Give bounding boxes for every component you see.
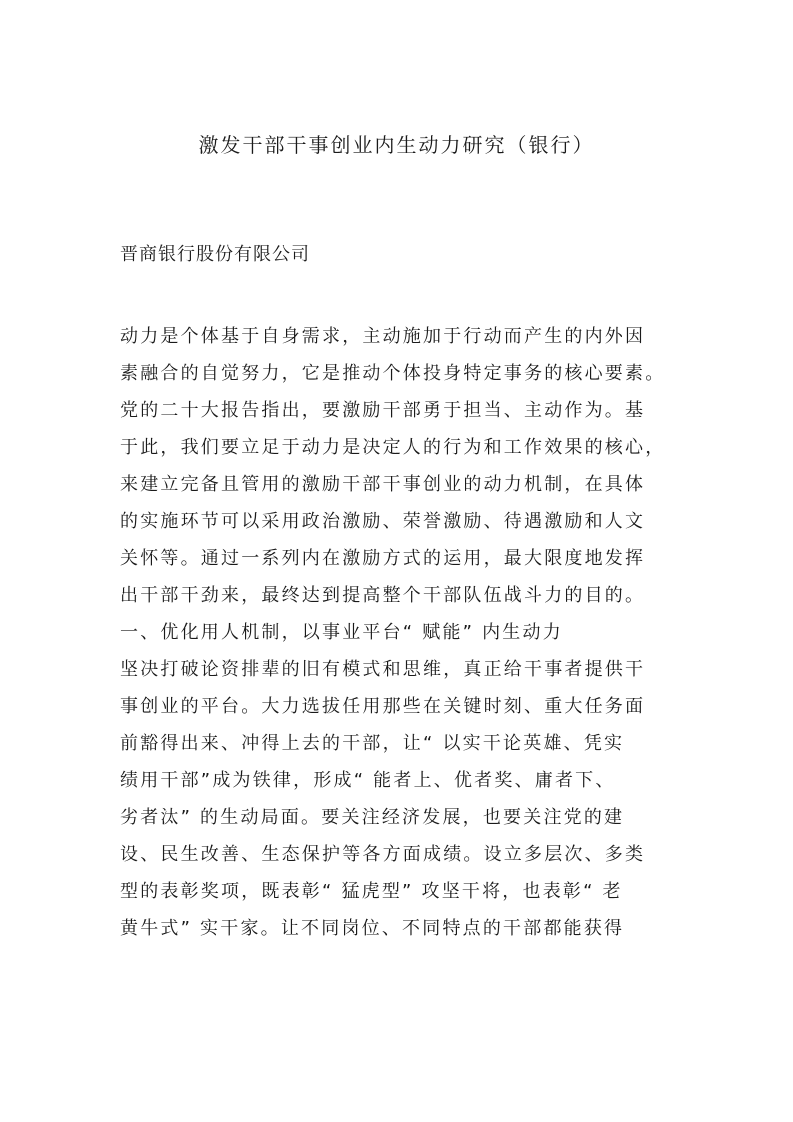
body-line: 事创业的平台。大力选拔任用那些在关键时刻、重大任务面 [120, 696, 646, 717]
body-line: 来建立完备且管用的激励干部干事创业的动力机制，在具体 [120, 474, 646, 495]
body-line: 绩用干部”成为铁律，形成“ 能者上、优者奖、庸者下、 [120, 770, 616, 791]
body-line: 于此，我们要立足于动力是决定人的行为和工作效果的核心， [120, 437, 666, 458]
body-line: 黄牛式” 实干家。让不同岗位、不同特点的干部都能获得 [120, 918, 625, 939]
body-line: 型的表彰奖项，既表彰“ 猛虎型” 攻坚干将，也表彰“ 老 [120, 881, 623, 902]
body-line: 的实施环节可以采用政治激励、荣誉激励、待遇激励和人文 [120, 511, 646, 532]
body-line: 出干部干劲来，最终达到提高整个干部队伍战斗力的目的。 [120, 585, 646, 606]
body-line: 党的二十大报告指出，要激励干部勇于担当、主动作为。基 [120, 400, 646, 421]
organization-name: 晋商银行股份有限公司 [120, 244, 310, 265]
body-line: 关怀等。通过一系列内在激励方式的运用，最大限度地发挥 [120, 548, 646, 569]
body-line: 坚决打破论资排辈的旧有模式和思维，真正给干事者提供干 [120, 659, 646, 680]
section-heading: 一、优化用人机制，以事业平台“ 赋能” 内生动力 [120, 622, 563, 643]
body-line: 劣者汰” 的生动局面。要关注经济发展，也要关注党的建 [120, 807, 625, 828]
document-title: 激发干部干事创业内生动力研究（银行） [198, 133, 595, 157]
body-line: 设、民生改善、生态保护等各方面成绩。设立多层次、多类 [120, 844, 646, 865]
body-line: 素融合的自觉努力，它是推动个体投身特定事务的核心要素。 [120, 363, 666, 384]
body-line: 动力是个体基于自身需求，主动施加于行动而产生的内外因 [120, 326, 646, 347]
body-line: 前豁得出来、冲得上去的干部，让“ 以实干论英雄、凭实 [120, 733, 625, 754]
document-body [120, 318, 700, 947]
